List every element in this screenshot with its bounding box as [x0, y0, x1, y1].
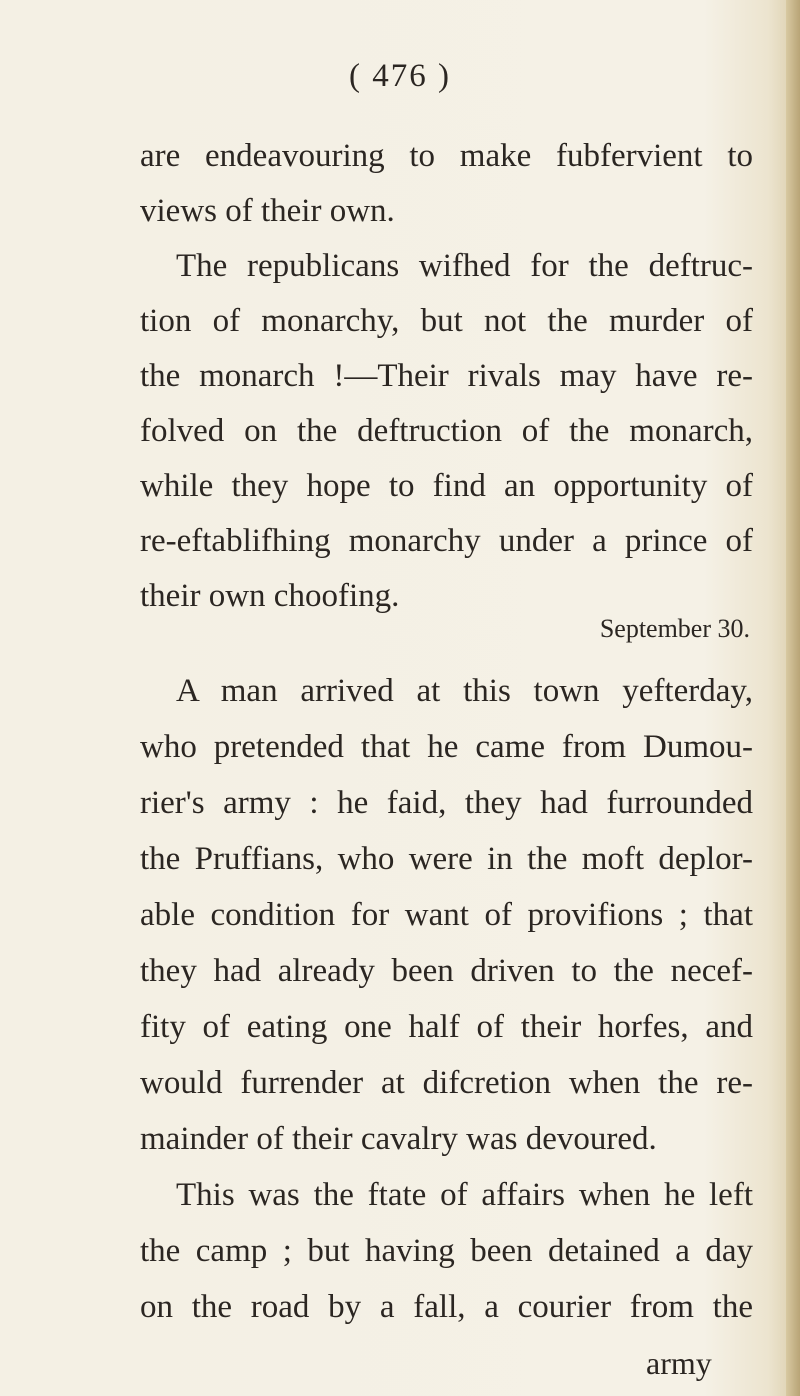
text-line-17: would furrender at difcretion when the re- [140, 1065, 753, 1101]
text-line-5: the monarch !—Their rivals may have re- [140, 358, 753, 394]
text-line-14: able condition for want of provifions ; that [140, 897, 753, 933]
text-line-3: The republicans wifhed for the deftruc- [176, 248, 753, 284]
text-line-1: are endeavouring to make fubfervient to [140, 138, 753, 174]
text-line-18: mainder of their cavalry was devoured. [140, 1121, 657, 1157]
text-line-7: while they hope to find an opportunity of [140, 468, 753, 504]
text-line-6: folved on the deftruction of the monarch, [140, 413, 753, 449]
text-line-2: views of their own. [140, 193, 395, 229]
text-line-4: tion of monarchy, but not the murder of [140, 303, 753, 339]
text-line-10: A man arrived at this town yefterday, [176, 673, 753, 709]
text-line-20: the camp ; but having been detained a day [140, 1233, 753, 1269]
catchword: army [646, 1345, 712, 1381]
text-line-19: This was the ftate of affairs when he left [176, 1177, 753, 1213]
text-line-21: on the road by a fall, a courier from the [140, 1289, 753, 1325]
text-line-16: fity of eating one half of their horfes, and [140, 1009, 753, 1045]
text-line-9: their own choofing. [140, 578, 400, 614]
text-line-12: rier's army : he faid, they had furrounded [140, 785, 753, 821]
page-edge [786, 0, 800, 1396]
text-line-8: re-eftablifhing monarchy under a prince of [140, 523, 753, 559]
text-line-15: they had already been driven to the necef- [140, 953, 753, 989]
dateline: September 30. [599, 614, 750, 643]
text-line-11: who pretended that he came from Dumou- [140, 729, 753, 765]
text-line-13: the Pruffians, who were in the moft deplor- [140, 841, 753, 877]
page-number-header: ( 476 ) [349, 58, 451, 94]
